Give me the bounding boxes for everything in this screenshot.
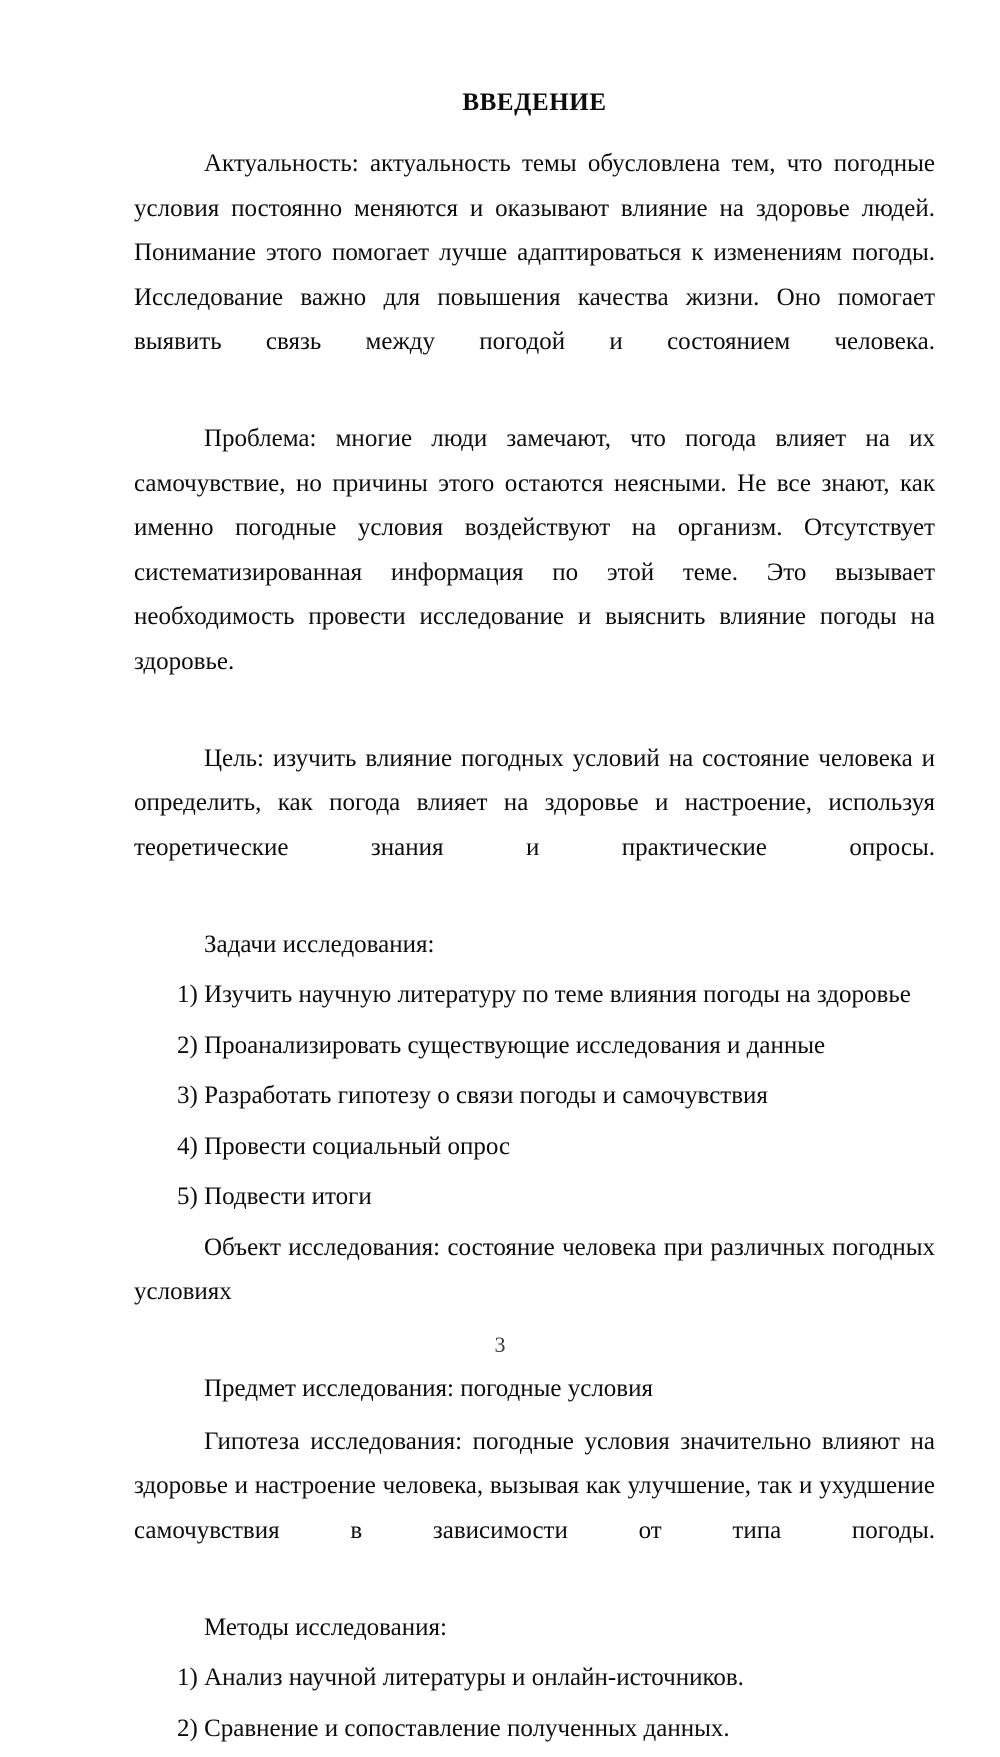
list-item: 5) Подвести итоги (177, 1183, 372, 1210)
list-item: 3) Разработать гипотезу о связи погоды и самочувствия (177, 1082, 768, 1109)
paragraph-object: Объект исследования: состояние человека при различных погодных условиях (134, 1233, 935, 1305)
list-item: 2) Проанализировать существующие исследования и данные (177, 1031, 826, 1059)
heading-methods: Методы исследования: (204, 1613, 447, 1641)
paragraph-subject: Предмет исследования: погодные условия (204, 1375, 653, 1402)
paragraph-relevance: Актуальность: актуальность темы обусловлена тем, что погодные условия постоянно меняются и оказывают влияние на здоровье людей. Понимание этого помогает лучше адаптироваться к изменениям погоды. Исследование важно для повышения качества жизни. Оно помогает выявить связь между погодой и состоянием человека. (134, 150, 935, 355)
list-item: 4) Провести социальный опрос (177, 1132, 511, 1160)
page-title: ВВЕДЕНИЕ (462, 89, 607, 116)
heading-tasks: Задачи исследования: (204, 930, 435, 958)
paragraph-problem: Проблема: многие люди замечают, что погода влияет на их самочувствие, но причины этого остаются неясными. Не все знают, как именно погодные условия воздействуют на организм. Отсутствует систематизированная информация по этой теме. Это вызывает необходимость провести исследование и выяснить влияние погоды на здоровье. (134, 425, 935, 675)
list-item: 1) Изучить научную литературу по теме влияния погоды на здоровье (177, 981, 911, 1008)
page-content (134, 88, 935, 1757)
paragraph-goal: Цель: изучить влияние погодных условий на состояние человека и определить, как погода влияет на здоровье и настроение, используя теоретические знания и практические опросы. (134, 744, 935, 861)
list-item: 1) Анализ научной литературы и онлайн-источников. (177, 1664, 744, 1691)
page-number: 3 (494, 1332, 506, 1357)
list-methods (134, 1656, 935, 1751)
list-item: 2) Сравнение и сопоставление полученных данных. (177, 1714, 730, 1742)
list-tasks (134, 973, 935, 1220)
paragraph-hypothesis: Гипотеза исследования: погодные условия значительно влияют на здоровье и настроение человека, вызывая как улучшение, так и ухудшение самочувствия в зависимости от типа погоды. (134, 1427, 935, 1544)
